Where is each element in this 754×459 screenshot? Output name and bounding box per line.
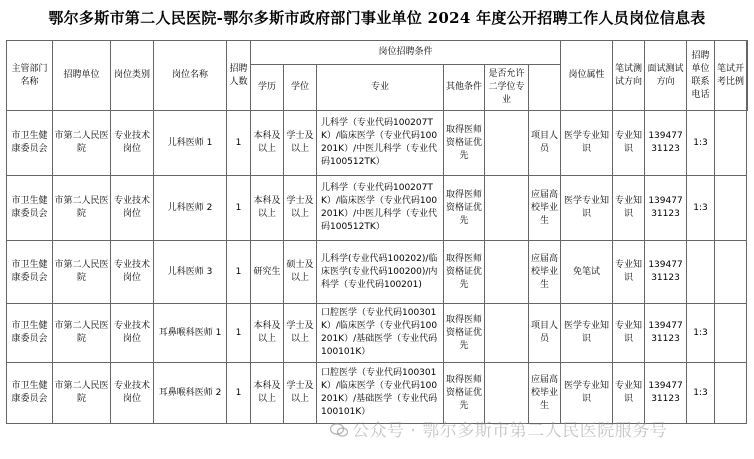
dept-cell: 市卫生健康委员会 [7,241,53,304]
attribute-cell: 项目人员 [529,111,561,176]
degree-cell: 硕士及以上 [284,241,317,304]
position-cell: 儿科医师 2 [154,176,227,241]
header-attribute: 岗位属性 [561,41,613,111]
interview-cell: 专业知识 [613,304,645,363]
attribute-cell: 应届高校毕业生 [529,176,561,241]
second-degree-cell [485,363,529,424]
phone-cell: 13947731123 [645,241,687,304]
dept-cell: 市卫生健康委员会 [7,111,53,176]
major-cell: 口腔医学（专业代码100301K）/临床医学（专业代码100201K）/基础医学（专业代码100101K） [317,304,444,363]
unit-cell: 市第二人民医院 [53,241,111,304]
ratio-cell: 1:3 [687,363,715,424]
phone-cell: 13947731123 [645,363,687,424]
education-cell: 本科及以上 [251,304,284,363]
second-degree-cell [485,176,529,241]
header-dept: 主管部门名称 [7,41,53,111]
header-conditions: 岗位招聘条件 [251,41,561,65]
degree-cell: 学士及以上 [284,176,317,241]
header-unit: 招聘单位 [53,41,111,111]
table-row [7,111,748,176]
interview-cell: 专业知识 [613,241,645,304]
phone-cell: 13947731123 [645,176,687,241]
position-cell: 耳鼻喉科医师 2 [154,363,227,424]
table-row [7,241,748,304]
education-cell: 本科及以上 [251,111,284,176]
header-category: 岗位类别 [111,41,154,111]
second-degree-cell [485,241,529,304]
ratio-cell [687,241,715,304]
dept-cell: 市卫生健康委员会 [7,176,53,241]
education-cell: 本科及以上 [251,363,284,424]
header-remark [747,41,748,111]
positions-table [6,40,748,424]
header-position: 岗位名称 [154,41,227,111]
major-cell: 儿科学（专业代码100207TK）/临床医学（专业代码100201K）/中医儿科学（专业代码100512TK） [317,176,444,241]
ratio-cell: 1:3 [687,176,715,241]
header-count: 招聘人数 [227,41,251,111]
page-title: 鄂尔多斯市第二人民医院-鄂尔多斯市政府部门事业单位 2024 年度公开招聘工作人员岗位信息表 [48,9,706,27]
education-cell: 本科及以上 [251,176,284,241]
header-education: 学历 [251,65,284,111]
header-interview: 面试测试方向 [645,41,687,111]
written-cell: 医学专业知识 [561,304,613,363]
header-degree: 学位 [284,65,317,111]
header-major: 专业 [317,65,444,111]
category-cell: 专业技术岗位 [111,176,154,241]
wechat-icon [330,423,348,437]
degree-cell: 学士及以上 [284,304,317,363]
position-cell: 耳鼻喉科医师 1 [154,304,227,363]
attribute-cell: 项目人员 [529,304,561,363]
count-cell: 1 [227,304,251,363]
header-ratio: 笔试开考比例 [715,41,747,111]
count-cell: 1 [227,176,251,241]
category-cell: 专业技术岗位 [111,363,154,424]
dept-cell: 市卫生健康委员会 [7,304,53,363]
header-row-1 [7,41,748,65]
remark-cell [715,241,747,304]
written-cell: 医学专业知识 [561,363,613,424]
other-cell: 取得医师资格证优先 [444,241,485,304]
ratio-cell: 1:3 [687,111,715,176]
category-cell: 专业技术岗位 [111,241,154,304]
other-cell: 取得医师资格证优先 [444,176,485,241]
education-cell: 研究生 [251,241,284,304]
header-written: 笔试测试方向 [613,41,645,111]
position-cell: 儿科医师 3 [154,241,227,304]
table-row [7,304,748,363]
remark-cell [715,176,747,241]
count-cell: 1 [227,241,251,304]
header-second-degree: 是否允许二学位专业 [485,65,529,111]
category-cell: 专业技术岗位 [111,111,154,176]
count-cell: 1 [227,363,251,424]
phone-cell: 13947731123 [645,111,687,176]
ratio-cell: 1:3 [687,304,715,363]
table-row [7,363,748,424]
other-cell: 取得医师资格证优先 [444,363,485,424]
remark-cell [715,304,747,363]
unit-cell: 市第二人民医院 [53,304,111,363]
other-cell: 取得医师资格证优先 [444,304,485,363]
count-cell: 1 [227,111,251,176]
unit-cell: 市第二人民医院 [53,363,111,424]
degree-cell: 学士及以上 [284,111,317,176]
interview-cell: 专业知识 [613,111,645,176]
written-cell: 医学专业知识 [561,111,613,176]
category-cell: 专业技术岗位 [111,304,154,363]
remark-cell [715,363,747,424]
second-degree-cell [485,111,529,176]
written-cell: 免笔试 [561,241,613,304]
position-cell: 儿科医师 1 [154,111,227,176]
phone-cell: 13947731123 [645,304,687,363]
written-cell: 医学专业知识 [561,176,613,241]
header-phone: 招聘单位联系电话 [687,41,715,111]
table-row [7,176,748,241]
unit-cell: 市第二人民医院 [53,176,111,241]
dept-cell: 市卫生健康委员会 [7,363,53,424]
second-degree-cell [485,304,529,363]
watermark-text: 公众号 · 鄂尔多斯市第二人民医院服务号 [352,421,668,441]
remark-cell [715,111,747,176]
major-cell: 儿科学（专业代码100207TK）/临床医学（专业代码100201K）/中医儿科学（专业代码100512TK） [317,111,444,176]
other-cell: 取得医师资格证优先 [444,111,485,176]
attribute-cell: 应届高校毕业生 [529,241,561,304]
major-cell: 儿科学(专业代码100202)/临床医学(专业代码100200)/内科学（专业代码100201) [317,241,444,304]
interview-cell: 专业知识 [613,176,645,241]
unit-cell: 市第二人民医院 [53,111,111,176]
watermark [330,416,668,441]
major-cell: 口腔医学（专业代码100301K）/临床医学（专业代码100201K）/基础医学（专业代码100101K） [317,363,444,424]
attribute-cell: 应届高校毕业生 [529,363,561,424]
interview-cell: 专业知识 [613,363,645,424]
header-other: 其他条件 [444,65,485,111]
degree-cell: 学士及以上 [284,363,317,424]
